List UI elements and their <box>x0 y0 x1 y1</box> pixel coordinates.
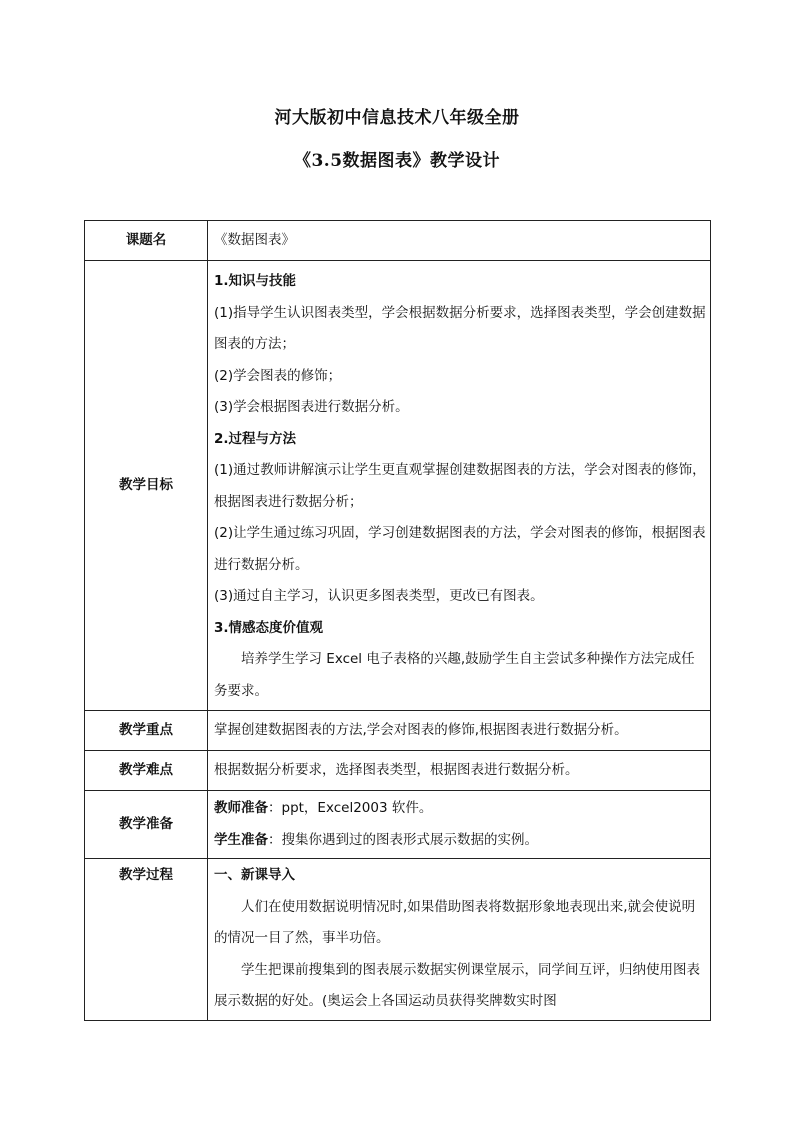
teacher-preparation <box>214 793 706 825</box>
objectives-section-1-item-1: (1)指导学生认识图表类型，学会根据数据分析要求，选择图表类型，学会创建数据图表的方法； <box>214 304 706 352</box>
objectives-content <box>208 261 711 711</box>
table-row-difficulties <box>85 751 711 791</box>
table-row-objectives <box>85 261 711 711</box>
key-points-label: 教学重点 <box>85 711 208 751</box>
key-points-value: 掌握创建数据图表的方法,学会对图表的修饰,根据图表进行数据分析。 <box>208 711 711 751</box>
objectives-section-2-item-1: (1)通过教师讲解演示让学生更直观掌握创建数据图表的方法，学会对图表的修饰，根据图表进行数据分析； <box>214 462 706 510</box>
objectives-section-1-heading: 1.知识与技能 <box>214 273 297 289</box>
preparation-content <box>208 791 711 859</box>
student-preparation <box>214 825 706 857</box>
process-paragraph-1: 人们在使用数据说明情况时,如果借助图表将数据形象地表现出来,就会使说明的情况一目了然，事半功倍。 <box>214 898 696 946</box>
document-subtitle: 《3.5数据图表》教学设计 <box>293 151 501 171</box>
process-content <box>208 859 711 1021</box>
objectives-label: 教学目标 <box>85 261 208 711</box>
objectives-section-3-item-1: 培养学生学习 Excel 电子表格的兴趣,鼓励学生自主尝试多种操作方法完成任务要求。 <box>214 651 695 699</box>
process-heading: 一、新课导入 <box>214 867 295 883</box>
topic-label: 课题名 <box>85 221 208 261</box>
difficulties-label: 教学难点 <box>85 751 208 791</box>
teacher-preparation-value: ：ppt，Excel2003 软件。 <box>268 800 433 816</box>
lesson-plan-table <box>84 220 711 1021</box>
student-preparation-value: ：搜集你遇到过的图表形式展示数据的实例。 <box>268 831 538 848</box>
process-label: 教学过程 <box>85 859 208 1021</box>
objectives-section-3-heading: 3.情感态度价值观 <box>214 619 324 636</box>
objectives-section-2-heading: 2.过程与方法 <box>214 430 297 447</box>
table-row-preparation <box>85 791 711 859</box>
objectives-section-1-item-2: (2)学会图表的修饰； <box>214 367 342 384</box>
preparation-label: 教学准备 <box>85 791 208 859</box>
teacher-preparation-label: 教师准备 <box>214 800 268 816</box>
table-row-key-points <box>85 711 711 751</box>
student-preparation-label: 学生准备 <box>214 831 268 848</box>
topic-value: 《数据图表》 <box>208 221 711 261</box>
document-title: 河大版初中信息技术八年级全册 <box>274 108 520 128</box>
objectives-section-2-item-2: (2)让学生通过练习巩固，学习创建数据图表的方法，学会对图表的修饰，根据图表进行数据分析。 <box>214 525 706 573</box>
process-paragraph-2: 学生把课前搜集到的图表展示数据实例课堂展示，同学间互评，归纳使用图表展示数据的好处。(奥运会上各国运动员获得奖牌数实时图 <box>214 961 700 1009</box>
objectives-section-1-item-3: (3)学会根据图表进行数据分析。 <box>214 399 409 415</box>
table-row-process <box>85 859 711 1021</box>
objectives-section-2-item-3: (3)通过自主学习，认识更多图表类型，更改已有图表。 <box>214 588 544 604</box>
difficulties-value: 根据数据分析要求，选择图表类型，根据图表进行数据分析。 <box>208 751 711 791</box>
table-row-topic <box>85 221 711 261</box>
